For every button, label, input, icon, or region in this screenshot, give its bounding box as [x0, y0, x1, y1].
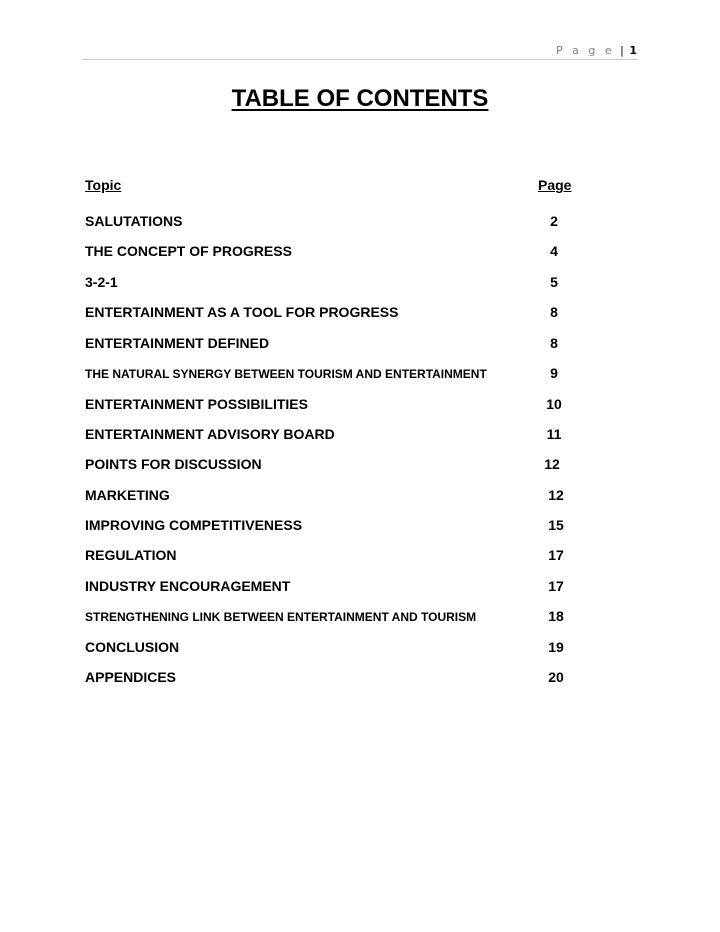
toc-entry [85, 456, 585, 472]
toc-entry [85, 669, 585, 685]
toc-entry-page: 9 [550, 365, 558, 381]
toc-entry-topic: ENTERTAINMENT ADVISORY BOARD [85, 426, 335, 442]
toc-entry [85, 213, 585, 229]
toc-entry-page: 18 [548, 608, 564, 624]
toc-entry-topic: THE CONCEPT OF PROGRESS [85, 243, 292, 259]
toc-entry [85, 639, 585, 655]
toc-entry [85, 365, 585, 381]
toc-entry-page: 10 [546, 396, 562, 412]
toc-entry-topic: ENTERTAINMENT POSSIBILITIES [85, 396, 308, 412]
toc-entry-topic: ENTERTAINMENT AS A TOOL FOR PROGRESS [85, 304, 399, 320]
toc-entry-page: 8 [550, 335, 558, 351]
toc-entry [85, 608, 585, 624]
toc-entry [85, 487, 585, 503]
toc-entry [85, 243, 585, 259]
toc-entry-topic: REGULATION [85, 547, 177, 563]
page-label: P a g e [556, 44, 615, 57]
page-header [0, 44, 637, 58]
toc-entry-topic: THE NATURAL SYNERGY BETWEEN TOURISM AND ENTERTAINMENT [85, 367, 487, 381]
toc-entry-topic: STRENGTHENING LINK BETWEEN ENTERTAINMENT AND TOURISM [85, 610, 477, 624]
header-divider [82, 59, 638, 60]
toc-entry-topic: 3-2-1 [85, 274, 118, 290]
page-number: 1 [629, 44, 637, 57]
toc-entry-topic: MARKETING [85, 487, 170, 503]
page-column-header: Page [538, 177, 572, 193]
toc-entry-page: 15 [548, 517, 564, 533]
toc-entry-page: 8 [550, 304, 558, 320]
toc-entry-page: 20 [548, 669, 564, 685]
toc-entry [85, 517, 585, 533]
toc-entry [85, 335, 585, 351]
toc-entry-page: 12 [548, 487, 564, 503]
toc-entry-topic: IMPROVING COMPETITIVENESS [85, 517, 303, 533]
document-title-text: TABLE OF CONTENTS [231, 85, 489, 112]
toc-entry-topic: ENTERTAINMENT DEFINED [85, 335, 270, 351]
toc-entry [85, 396, 585, 412]
toc-entry-page: 4 [550, 243, 558, 259]
toc-entry-page: 5 [550, 274, 558, 290]
toc-entry-page: 12 [544, 456, 560, 472]
toc-entry-page: 17 [548, 547, 564, 563]
toc-entry [85, 304, 585, 320]
toc-entry [85, 578, 585, 594]
toc-entry [85, 426, 585, 442]
toc-entry [85, 274, 585, 290]
topic-column-header: Topic [85, 177, 122, 193]
toc-entry-page: 2 [550, 213, 558, 229]
toc-entry [85, 547, 585, 563]
toc-entry-topic: POINTS FOR DISCUSSION [85, 456, 262, 472]
toc-entry-page: 11 [546, 426, 562, 442]
toc-entry-topic: INDUSTRY ENCOURAGEMENT [85, 578, 291, 594]
toc-entry-topic: CONCLUSION [85, 639, 180, 655]
toc-entry-page: 19 [548, 639, 564, 655]
document-title [0, 84, 720, 114]
toc-entry-page: 17 [548, 578, 564, 594]
toc-entry-topic: SALUTATIONS [85, 213, 183, 229]
page-separator: | [620, 44, 624, 57]
toc-entry-topic: APPENDICES [85, 669, 177, 685]
